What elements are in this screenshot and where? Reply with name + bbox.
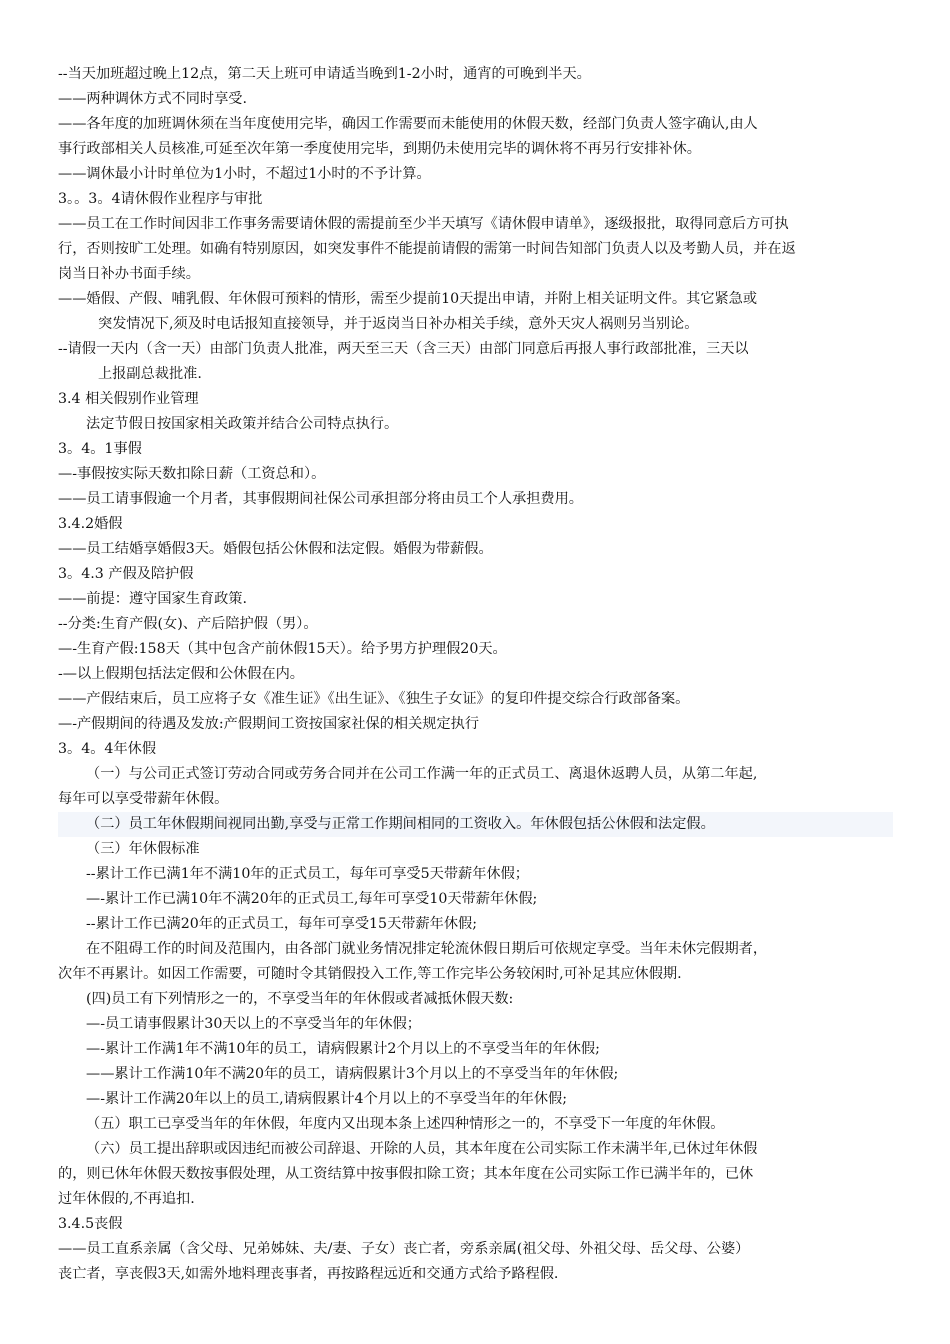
text-line: ——产假结束后，员工应将子女《准生证》《出生证》、《独生子女证》的复印件提交综合行政部备案。	[58, 691, 690, 707]
text-line: 的，则已休年休假天数按事假处理，从工资结算中按事假扣除工资；其本年度在公司实际工作已满半年的，已休	[58, 1166, 754, 1182]
section-heading: 3。4。1事假	[58, 441, 142, 457]
text-line: 在不阻碍工作的时间及范围内，由各部门就业务情况排定轮流休假日期后可依规定享受。当年未休完假期者，	[86, 941, 768, 957]
text-line: （一）与公司正式签订劳动合同或劳务合同并在公司工作满一年的正式员工、离退休返聘人员，从第二年起,	[86, 766, 758, 782]
text-line: ——前提：遵守国家生育政策.	[58, 591, 247, 607]
text-line: 丧亡者，享丧假3天,如需外地料理丧事者，再按路程远近和交通方式给予路程假.	[58, 1266, 559, 1282]
document-page	[58, 62, 893, 1287]
text-line: --请假一天内（含一天）由部门负责人批准，两天至三天（含三天）由部门同意后再报人事行政部批准，三天以	[58, 341, 749, 357]
text-line: —-累计工作满1年不满10年的员工，请病假累计2个月以上的不享受当年的年休假;	[86, 1041, 600, 1057]
text-line: 行，否则按旷工处理。如确有特别原因，如突发事件不能提前请假的需第一时间告知部门负责人以及考勤人员，并在返	[58, 241, 796, 257]
text-line: （五）职工已享受当年的年休假，年度内又出现本条上述四种情形之一的，不享受下一年度的年休假。	[86, 1116, 725, 1132]
text-line: —-产假期间的待遇及发放:产假期间工资按国家社保的相关规定执行	[58, 716, 480, 732]
text-line: --累计工作已满1年不满10年的正式员工，每年可享受5天带薪年休假；	[86, 866, 529, 882]
text-line: （六）员工提出辞职或因违纪而被公司辞退、开除的人员，其本年度在公司实际工作未满半年,已休过年休假	[86, 1141, 758, 1157]
text-line: （二）员工年休假期间视同出勤,享受与正常工作期间相同的工资收入。年休假包括公休假和法定假。	[58, 812, 893, 837]
text-line: ——两种调休方式不同时享受.	[58, 91, 247, 107]
text-line: 过年休假的,不再追扣.	[58, 1191, 195, 1207]
text-line: 突发情况下,须及时电话报知直接领导，并于返岗当日补办相关手续，意外天灾人祸则另当别论。	[98, 316, 699, 332]
section-heading: 3。。3。4请休假作业程序与审批	[58, 191, 263, 207]
text-line: —-员工请事假累计30天以上的不享受当年的年休假；	[86, 1016, 421, 1032]
section-heading: 3。4.3 产假及陪护假	[58, 566, 194, 582]
text-line: ——婚假、产假、哺乳假、年休假可预料的情形，需至少提前10天提出申请，并附上相关证明文件。其它紧急或	[58, 291, 758, 307]
text-line: 次年不再累计。如因工作需要，可随时令其销假投入工作,等工作完毕公务较闲时,可补足其应休假期.	[58, 966, 682, 982]
text-line: —-累计工作满20年以上的员工,请病假累计4个月以上的不享受当年的年休假;	[86, 1091, 567, 1107]
section-heading: 3.4.5丧假	[58, 1216, 123, 1232]
text-line: ——累计工作满10年不满20年的员工，请病假累计3个月以上的不享受当年的年休假;	[86, 1066, 619, 1082]
text-line: —-事假按实际天数扣除日薪（工资总和）。	[58, 466, 326, 482]
text-line: ——调休最小计时单位为1小时，不超过1小时的不予计算。	[58, 166, 431, 182]
text-line: ——各年度的加班调休须在当年度使用完毕，确因工作需要而未能使用的休假天数，经部门负责人签字确认,由人	[58, 116, 758, 132]
text-line: ——员工结婚享婚假3天。婚假包括公休假和法定假。婚假为带薪假。	[58, 541, 493, 557]
text-line: ——员工在工作时间因非工作事务需要请休假的需提前至少半天填写《请休假申请单》，逐级报批，取得同意后方可执	[58, 216, 789, 232]
text-line: —-累计工作已满10年不满20年的正式员工,每年可享受10天带薪年休假;	[86, 891, 538, 907]
section-heading: 3.4.2婚假	[58, 516, 123, 532]
text-line: 事行政部相关人员核准,可延至次年第一季度使用完毕，到期仍未使用完毕的调休将不再另行安排补休。	[58, 141, 701, 157]
text-line: (四)员工有下列情形之一的，不享受当年的年休假或者减抵休假天数:	[86, 991, 514, 1007]
text-line: ——员工请事假逾一个月者，其事假期间社保公司承担部分将由员工个人承担费用。	[58, 491, 583, 507]
section-heading: 3.4 相关假别作业管理	[58, 391, 199, 407]
text-line: 岗当日补办书面手续。	[58, 266, 200, 282]
text-line: 上报副总裁批准.	[98, 366, 202, 382]
text-line: —-生育产假:158天（其中包含产前休假15天）。给予男方护理假20天。	[58, 641, 507, 657]
text-line: --当天加班超过晚上12点，第二天上班可申请适当晚到1-2小时，通宵的可晚到半天。	[58, 66, 591, 82]
section-heading: 3。4。4年休假	[58, 741, 157, 757]
text-line: --累计工作已满20年的正式员工，每年可享受15天带薪年休假;	[86, 916, 477, 932]
text-line: 每年可以享受带薪年休假。	[58, 791, 229, 807]
text-line: 法定节假日按国家相关政策并结合公司特点执行。	[86, 416, 399, 432]
text-line: （三）年休假标准	[86, 841, 200, 857]
text-line: -—以上假期包括法定假和公休假在内。	[58, 666, 304, 682]
text-line: ——员工直系亲属（含父母、兄弟姊妹、夫/妻、子女）丧亡者，旁系亲属(祖父母、外祖父母、岳父母、公婆）	[58, 1241, 750, 1257]
text-line: --分类:生育产假(女)、产后陪护假（男）。	[58, 616, 318, 632]
